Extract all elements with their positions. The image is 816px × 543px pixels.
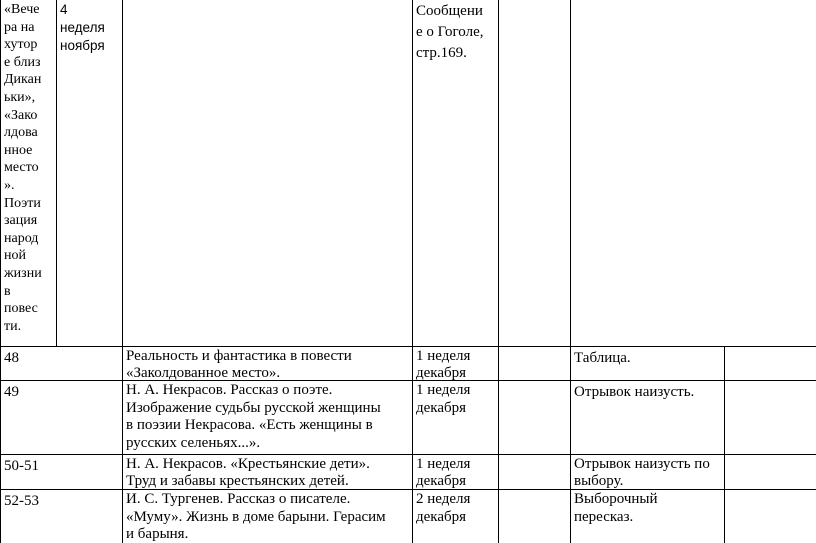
row-5-blank-cell bbox=[498, 489, 570, 543]
row-3-blank-cell bbox=[498, 380, 570, 454]
row-1-week-cell: 4 неделя ноября bbox=[56, 0, 122, 346]
row-2-date-cell: 1 неделя декабря bbox=[412, 346, 498, 380]
row-3-last-cell bbox=[724, 380, 816, 454]
row-4-date-cell: 1 неделя декабря bbox=[412, 454, 498, 489]
row-5-last-cell bbox=[724, 489, 816, 543]
row-5-num-cell: 52-53 bbox=[0, 489, 122, 543]
row-3-num-cell: 49 bbox=[0, 380, 122, 454]
row-2-last-cell bbox=[724, 346, 816, 380]
row-4-note-cell: Отрывок наизусть по выбору. bbox=[570, 454, 724, 489]
row-4-num-cell: 50-51 bbox=[0, 454, 122, 489]
row-1-extra-cell bbox=[498, 0, 570, 346]
row-5-note-cell: Выборочный пересказ. bbox=[570, 489, 724, 543]
row-4-topic-cell: Н. А. Некрасов. «Крестьянские дети». Труд и забавы крестьянских детей. bbox=[122, 454, 412, 489]
row-2-topic-cell: Реальность и фантастика в повести «Заколдованное место». bbox=[122, 346, 412, 380]
row-1-num-cell: «Вече ра на хутор е близ Дикан ьки», «Зако лдова нное место ». Поэти зация народ ной жизни в повес ти. bbox=[0, 0, 56, 346]
row-1-right-border bbox=[570, 0, 571, 346]
row-4-blank-cell bbox=[498, 454, 570, 489]
row-3-note-cell: Отрывок наизусть. bbox=[570, 380, 724, 454]
row-1-date-cell: Сообщени е о Гоголе, стр.169. bbox=[412, 0, 498, 346]
row-1-topic-cell bbox=[122, 0, 412, 346]
row-5-topic-cell: И. С. Тургенев. Рассказ о писателе. «Муму». Жизнь в доме барыни. Герасим и барыня. bbox=[122, 489, 412, 543]
row-3-topic-cell: Н. А. Некрасов. Рассказ о поэте. Изображение судьбы русской женщины в поэзии Некрасова. «Есть женщины в русских селеньях...». bbox=[122, 380, 412, 454]
row-2-note-cell: Таблица. bbox=[570, 346, 724, 380]
row-2-num-cell: 48 bbox=[0, 346, 122, 380]
row-4-last-cell bbox=[724, 454, 816, 489]
row-3-date-cell: 1 неделя декабря bbox=[412, 380, 498, 454]
row-5-date-cell: 2 неделя декабря bbox=[412, 489, 498, 543]
row-2-blank-cell bbox=[498, 346, 570, 380]
